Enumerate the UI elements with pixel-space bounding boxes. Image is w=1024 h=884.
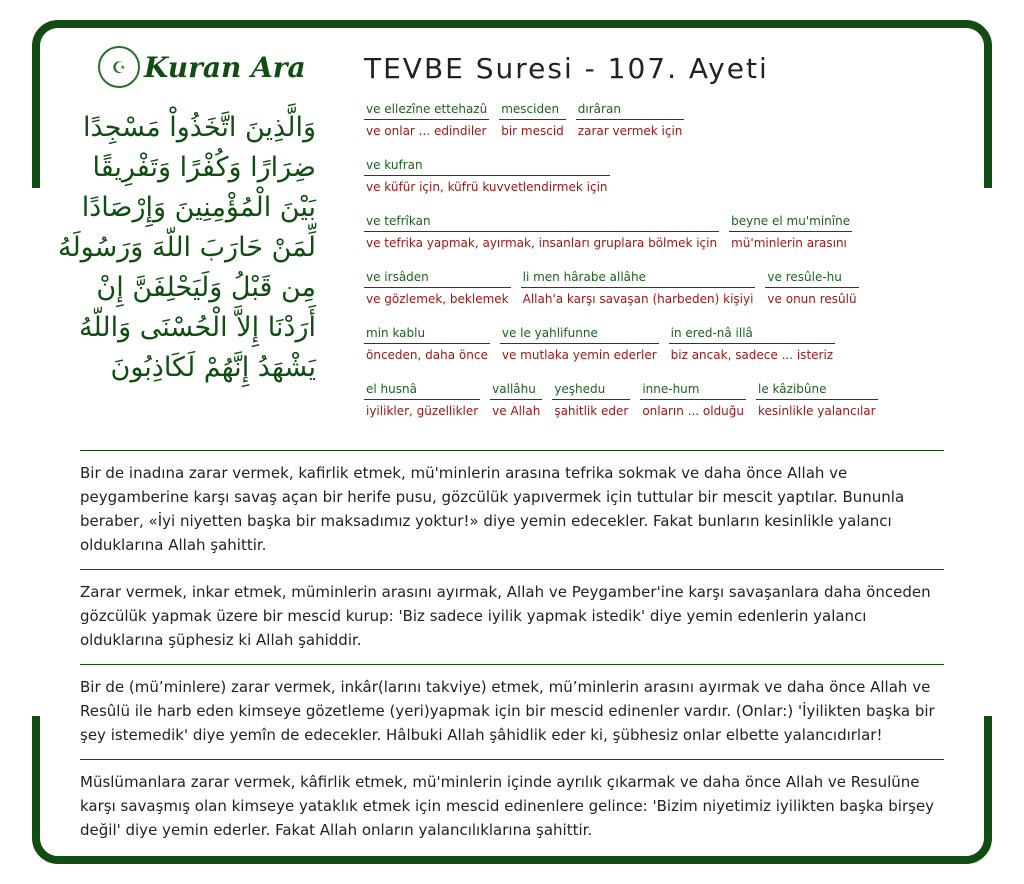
frame-gap-right (978, 188, 992, 716)
word-row (364, 324, 884, 362)
word-pair[interactable] (500, 324, 659, 362)
word-pair[interactable] (521, 268, 756, 306)
translation-paragraph: Müslümanlara zarar vermek, kâfirlik etmek, mü'minlerin içinde ayrılık çıkarmak ve daha önce Allah ve Resulüne karşı savaşmış olan kimseye yataklık etmek için mescid edinenlere gelince: 'Bizim niyetimiz iyilikten başka birşey değil' diye yemin ederler. Fakat Allah onların yalancılıklarına şahittir. (80, 759, 944, 854)
logo-text: Kuran Ara (144, 50, 306, 84)
word-pair[interactable] (364, 212, 719, 250)
transliteration: li men hârabe allâhe (521, 268, 756, 288)
transliteration: ve irsâden (364, 268, 511, 288)
translation-paragraph: Zarar vermek, inkar etmek, müminlerin arasını ayırmak, Allah ve Peygamber'ine karşı savaşanlara daha önceden gözcülük yapmak üzere bir mescid kurup: 'Biz sadece iyilik yapmak istedik' diye yemin edenlerin yalancı olduklarına şüphesiz ki Allah şahiddir. (80, 569, 944, 664)
word-pair[interactable] (552, 380, 630, 418)
word-meaning: bir mescid (501, 124, 564, 138)
transliteration: min kablu (364, 324, 490, 344)
word-pair[interactable] (364, 156, 610, 194)
word-meaning: ve Allah (492, 404, 541, 418)
word-pair[interactable] (765, 268, 858, 306)
transliteration: yeşhedu (552, 380, 630, 400)
transliteration: ve resûle-hu (765, 268, 858, 288)
word-pair[interactable] (576, 100, 685, 138)
translation-paragraph: Bir de inadına zarar vermek, kafirlik etmek, mü'minlerin arasına tefrika sokmak ve daha önce Allah ve peygamberine karşı savaş açan bir herife pusu, gözcülük yapıvermek için tuttular bir mescit yaptılar. Bununla beraber, «İyi niyetten başka bir maksadımız yoktur!» diye yemin edecekler. Fakat bunların kesinlikle yalancı olduklarına Allah şahittir. (80, 450, 944, 569)
word-meaning: zarar vermek için (577, 124, 683, 138)
word-pair[interactable] (669, 324, 835, 362)
word-row (364, 100, 884, 138)
word-pair[interactable] (490, 380, 542, 418)
word-meaning: ve mutlaka yemin ederler (501, 348, 657, 362)
word-meaning: önceden, daha önce (366, 348, 488, 362)
word-row (364, 156, 884, 194)
transliteration: beyne el mu'minîne (729, 212, 852, 232)
word-by-word (364, 100, 884, 436)
transliteration: mesciden (499, 100, 566, 120)
word-pair[interactable] (499, 100, 566, 138)
word-meaning: iyilikler, güzellikler (366, 404, 479, 418)
word-meaning: onların ... olduğu (642, 404, 745, 418)
word-row (364, 380, 884, 418)
quran-seal-icon: ☪ (98, 46, 140, 88)
word-pair[interactable] (364, 324, 490, 362)
translations (80, 450, 944, 854)
word-pair[interactable] (756, 380, 878, 418)
word-meaning: Allah'a karşı savaşan (harbeden) kişiyi (522, 292, 754, 306)
frame-gap-left (30, 188, 44, 716)
word-pair[interactable] (364, 380, 480, 418)
transliteration: inne-hum (640, 380, 746, 400)
word-meaning: şahitlik eder (554, 404, 629, 418)
word-pair[interactable] (364, 100, 489, 138)
word-pair[interactable] (729, 212, 852, 250)
arabic-verse: وَالَّذِينَ اتَّخَذُواْ مَسْجِدًا ضِرَارًا وَكُفْرًا وَتَفْرِيقًا بَيْنَ الْمُؤْمِنِينَ وَإِرْصَادًا لِّمَنْ حَارَبَ اللّهَ وَرَسُولَهُ مِن قَبْلُ وَلَيَحْلِفَنَّ إِنْ أَرَدْنَا إِلاَّ الْحُسْنَى وَاللّهُ يَشْهَدُ إِنَّهُمْ لَكَاذِبُونَ (57, 112, 316, 383)
transliteration: el husnâ (364, 380, 480, 400)
translation-paragraph: Bir de (mü’minlere) zarar vermek, inkâr(larını takviye) etmek, mü’minlerin arasını ayırmak ve daha önce Allah ve Resûlü ile harb eden kimseye gözetleme (yeri)yapmak için bir mescid edinenler vardır. (Onlar:) 'İyilikten başka bir şey istemedik' diye yemîn de edecekler. Hâlbuki Allah şâhidlik eder ki, şübhesiz onlar elbette yalancıdırlar! (80, 664, 944, 759)
word-row (364, 212, 884, 250)
word-meaning: ve gözlemek, beklemek (366, 292, 509, 306)
word-meaning: kesinlikle yalancılar (758, 404, 876, 418)
transliteration: ve le yahlifunne (500, 324, 659, 344)
transliteration: ve kufran (364, 156, 610, 176)
word-meaning: ve onlar ... edindiler (366, 124, 487, 138)
word-row (364, 268, 884, 306)
transliteration: ve tefrîkan (364, 212, 719, 232)
transliteration: ve ellezîne ettehazû (364, 100, 489, 120)
transliteration: le kâzibûne (756, 380, 878, 400)
page-title: TEVBE Suresi - 107. Ayeti (364, 52, 769, 85)
word-meaning: ve tefrika yapmak, ayırmak, insanları gruplara bölmek için (366, 236, 718, 250)
transliteration: vallâhu (490, 380, 542, 400)
transliteration: dırâran (576, 100, 685, 120)
logo[interactable] (98, 46, 306, 88)
transliteration: in ered-nâ illâ (669, 324, 835, 344)
word-pair[interactable] (640, 380, 746, 418)
word-meaning: biz ancak, sadece ... isteriz (670, 348, 834, 362)
word-meaning: ve onun resûlü (767, 292, 857, 306)
word-meaning: ve küfür için, küfrü kuvvetlendirmek için (366, 180, 608, 194)
word-meaning: mü'minlerin arasını (731, 236, 847, 250)
word-pair[interactable] (364, 268, 511, 306)
